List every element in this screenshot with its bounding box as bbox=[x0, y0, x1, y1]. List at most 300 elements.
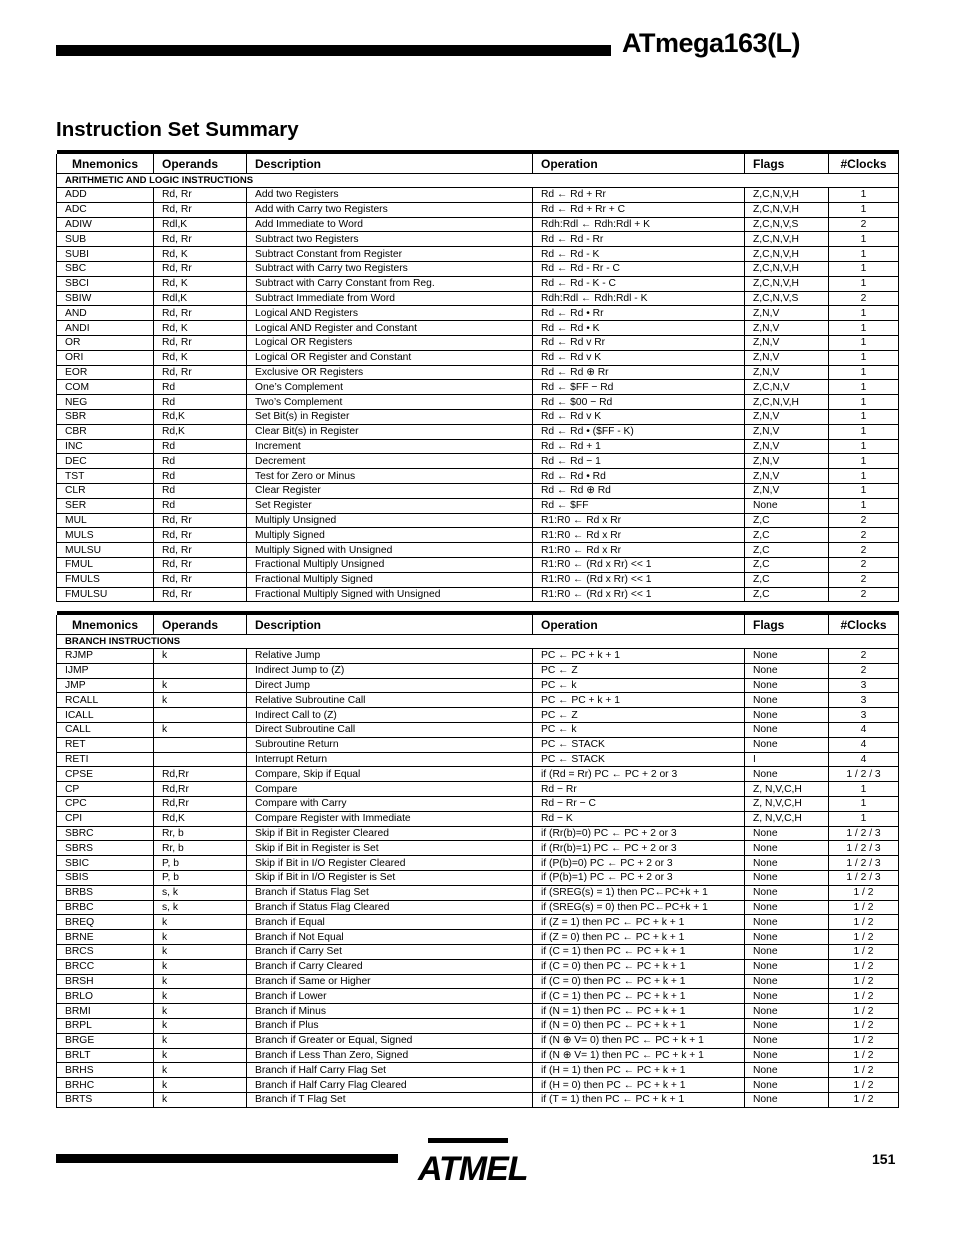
operands-cell: Rd bbox=[154, 454, 247, 469]
clocks-cell: 1 / 2 / 3 bbox=[829, 767, 899, 782]
flags-cell: None bbox=[745, 974, 829, 989]
clocks-cell: 1 / 2 bbox=[829, 1004, 899, 1019]
flags-cell: None bbox=[745, 1018, 829, 1033]
description-cell: Branch if Carry Cleared bbox=[247, 959, 533, 974]
description-cell: Fractional Multiply Signed bbox=[247, 572, 533, 587]
column-header-description: Description bbox=[247, 154, 533, 174]
operands-cell: Rd,K bbox=[154, 811, 247, 826]
clocks-cell: 1 bbox=[829, 247, 899, 262]
flags-cell: None bbox=[745, 498, 829, 513]
table-row bbox=[57, 306, 899, 321]
arithmetic-logic-table bbox=[56, 150, 898, 602]
flags-cell: Z,C,N,V,H bbox=[745, 395, 829, 410]
column-header-clocks: #Clocks bbox=[829, 615, 899, 635]
clocks-cell: 1 / 2 bbox=[829, 915, 899, 930]
operands-cell: Rdl,K bbox=[154, 217, 247, 232]
operands-cell: k bbox=[154, 693, 247, 708]
section-label: ARITHMETIC AND LOGIC INSTRUCTIONS bbox=[57, 174, 899, 188]
operands-cell: Rd, Rr bbox=[154, 557, 247, 572]
clocks-cell: 1 bbox=[829, 335, 899, 350]
column-header-description: Description bbox=[247, 615, 533, 635]
description-cell: Increment bbox=[247, 439, 533, 454]
logo-text: ATMEL bbox=[418, 1150, 528, 1188]
mnemonic-cell: BRBC bbox=[57, 900, 154, 915]
mnemonic-cell: CP bbox=[57, 782, 154, 797]
mnemonic-cell: BREQ bbox=[57, 915, 154, 930]
mnemonic-cell: MUL bbox=[57, 513, 154, 528]
flags-cell: Z,C bbox=[745, 572, 829, 587]
operation-cell: Rd ← Rd • K bbox=[533, 321, 745, 336]
table-row bbox=[57, 944, 899, 959]
flags-cell: None bbox=[745, 856, 829, 871]
description-cell: One’s Complement bbox=[247, 380, 533, 395]
description-cell: Subtract Immediate from Word bbox=[247, 291, 533, 306]
clocks-cell: 1 bbox=[829, 439, 899, 454]
table-row bbox=[57, 1063, 899, 1078]
table-row bbox=[57, 1048, 899, 1063]
operation-cell: Rd ← Rd - Rr - C bbox=[533, 261, 745, 276]
operation-cell: if (T = 1) then PC ← PC + k + 1 bbox=[533, 1092, 745, 1107]
operands-cell bbox=[154, 708, 247, 723]
flags-cell: Z,N,V bbox=[745, 350, 829, 365]
clocks-cell: 1 bbox=[829, 380, 899, 395]
description-cell: Branch if Half Carry Flag Set bbox=[247, 1063, 533, 1078]
clocks-cell: 2 bbox=[829, 572, 899, 587]
operands-cell: k bbox=[154, 1018, 247, 1033]
clocks-cell: 1 bbox=[829, 232, 899, 247]
flags-cell: None bbox=[745, 767, 829, 782]
operation-cell: if (P(b)=1) PC ← PC + 2 or 3 bbox=[533, 870, 745, 885]
flags-cell: Z,C bbox=[745, 587, 829, 602]
description-cell: Skip if Bit in I/O Register is Set bbox=[247, 870, 533, 885]
operation-cell: if (P(b)=0) PC ← PC + 2 or 3 bbox=[533, 856, 745, 871]
table-row bbox=[57, 796, 899, 811]
clocks-cell: 1 bbox=[829, 306, 899, 321]
header-rule bbox=[56, 45, 611, 56]
document-title: ATmega163(L) bbox=[622, 28, 801, 58]
operation-cell: Rd ← Rd - Rr bbox=[533, 232, 745, 247]
mnemonic-cell: NEG bbox=[57, 395, 154, 410]
description-cell: Compare, Skip if Equal bbox=[247, 767, 533, 782]
mnemonic-cell: BRLT bbox=[57, 1048, 154, 1063]
operation-cell: if (Z = 1) then PC ← PC + k + 1 bbox=[533, 915, 745, 930]
operation-cell: if (C = 1) then PC ← PC + k + 1 bbox=[533, 944, 745, 959]
clocks-cell: 1 bbox=[829, 188, 899, 203]
column-header-operation: Operation bbox=[533, 615, 745, 635]
table-row bbox=[57, 974, 899, 989]
table-row bbox=[57, 469, 899, 484]
mnemonic-cell: ADD bbox=[57, 188, 154, 203]
operation-cell: PC ← PC + k + 1 bbox=[533, 693, 745, 708]
flags-cell: None bbox=[745, 1092, 829, 1107]
description-cell: Relative Subroutine Call bbox=[247, 693, 533, 708]
clocks-cell: 1 / 2 bbox=[829, 1033, 899, 1048]
clocks-cell: 1 bbox=[829, 454, 899, 469]
operation-cell: PC ← k bbox=[533, 678, 745, 693]
clocks-cell: 1 / 2 bbox=[829, 1018, 899, 1033]
mnemonic-cell: BRGE bbox=[57, 1033, 154, 1048]
mnemonic-cell: BRCS bbox=[57, 944, 154, 959]
table-row bbox=[57, 856, 899, 871]
clocks-cell: 2 bbox=[829, 557, 899, 572]
description-cell: Subtract two Registers bbox=[247, 232, 533, 247]
table-row bbox=[57, 380, 899, 395]
operation-cell: Rd ← Rd - K - C bbox=[533, 276, 745, 291]
flags-cell: None bbox=[745, 959, 829, 974]
mnemonic-cell: ADIW bbox=[57, 217, 154, 232]
operands-cell: Rd, Rr bbox=[154, 572, 247, 587]
clocks-cell: 1 bbox=[829, 365, 899, 380]
mnemonic-cell: SUB bbox=[57, 232, 154, 247]
mnemonic-cell: SBIC bbox=[57, 856, 154, 871]
flags-cell: I bbox=[745, 752, 829, 767]
table-row bbox=[57, 826, 899, 841]
description-cell: Compare with Carry bbox=[247, 796, 533, 811]
description-cell: Compare Register with Immediate bbox=[247, 811, 533, 826]
operands-cell: k bbox=[154, 959, 247, 974]
flags-cell: Z,C,N,V,H bbox=[745, 247, 829, 262]
clocks-cell: 1 / 2 bbox=[829, 1078, 899, 1093]
clocks-cell: 1 / 2 bbox=[829, 1092, 899, 1107]
mnemonic-cell: BRSH bbox=[57, 974, 154, 989]
flags-cell: None bbox=[745, 841, 829, 856]
operation-cell: if (Z = 0) then PC ← PC + k + 1 bbox=[533, 930, 745, 945]
operation-cell: Rd ← Rd • ($FF - K) bbox=[533, 424, 745, 439]
operation-cell: PC ← STACK bbox=[533, 737, 745, 752]
operation-cell: PC ← Z bbox=[533, 708, 745, 723]
description-cell: Compare bbox=[247, 782, 533, 797]
column-header-operands: Operands bbox=[154, 154, 247, 174]
clocks-cell: 1 / 2 bbox=[829, 1063, 899, 1078]
table-row bbox=[57, 841, 899, 856]
clocks-cell: 1 / 2 bbox=[829, 1048, 899, 1063]
operation-cell: Rd ← Rd • Rr bbox=[533, 306, 745, 321]
description-cell: Branch if Lower bbox=[247, 989, 533, 1004]
table-row bbox=[57, 915, 899, 930]
operands-cell: k bbox=[154, 649, 247, 664]
flags-cell: None bbox=[745, 826, 829, 841]
description-cell: Multiply Unsigned bbox=[247, 513, 533, 528]
description-cell: Fractional Multiply Signed with Unsigned bbox=[247, 587, 533, 602]
description-cell: Skip if Bit in I/O Register Cleared bbox=[247, 856, 533, 871]
flags-cell: Z,N,V bbox=[745, 439, 829, 454]
operands-cell: k bbox=[154, 974, 247, 989]
operation-cell: Rd ← $FF bbox=[533, 498, 745, 513]
flags-cell: Z,N,V bbox=[745, 424, 829, 439]
flags-cell: None bbox=[745, 678, 829, 693]
description-cell: Logical AND Register and Constant bbox=[247, 321, 533, 336]
mnemonic-cell: CPI bbox=[57, 811, 154, 826]
operands-cell: Rd,K bbox=[154, 409, 247, 424]
table-row bbox=[57, 900, 899, 915]
description-cell: Set Register bbox=[247, 498, 533, 513]
operands-cell: Rd, Rr bbox=[154, 528, 247, 543]
mnemonic-cell: INC bbox=[57, 439, 154, 454]
flags-cell: Z,C,N,V,S bbox=[745, 217, 829, 232]
flags-cell: Z,C,N,V,H bbox=[745, 188, 829, 203]
table-row bbox=[57, 365, 899, 380]
operation-cell: if (Rd = Rr) PC ← PC + 2 or 3 bbox=[533, 767, 745, 782]
operands-cell: Rdl,K bbox=[154, 291, 247, 306]
mnemonic-cell: BRPL bbox=[57, 1018, 154, 1033]
mnemonic-cell: FMULSU bbox=[57, 587, 154, 602]
description-cell: Subtract with Carry Constant from Reg. bbox=[247, 276, 533, 291]
table-row bbox=[57, 498, 899, 513]
flags-cell: Z,C bbox=[745, 513, 829, 528]
flags-cell: None bbox=[745, 944, 829, 959]
description-cell: Logical AND Registers bbox=[247, 306, 533, 321]
mnemonic-cell: ICALL bbox=[57, 708, 154, 723]
description-cell: Direct Subroutine Call bbox=[247, 722, 533, 737]
table-row bbox=[57, 663, 899, 678]
clocks-cell: 4 bbox=[829, 752, 899, 767]
flags-cell: None bbox=[745, 930, 829, 945]
clocks-cell: 1 / 2 / 3 bbox=[829, 841, 899, 856]
clocks-cell: 2 bbox=[829, 649, 899, 664]
operands-cell: k bbox=[154, 1004, 247, 1019]
clocks-cell: 1 bbox=[829, 409, 899, 424]
clocks-cell: 2 bbox=[829, 543, 899, 558]
operands-cell: Rr, b bbox=[154, 841, 247, 856]
operands-cell: Rd, Rr bbox=[154, 261, 247, 276]
description-cell: Test for Zero or Minus bbox=[247, 469, 533, 484]
operands-cell: k bbox=[154, 678, 247, 693]
mnemonic-cell: BRMI bbox=[57, 1004, 154, 1019]
description-cell: Branch if Half Carry Flag Cleared bbox=[247, 1078, 533, 1093]
table-row bbox=[57, 247, 899, 262]
mnemonic-cell: ADC bbox=[57, 202, 154, 217]
operation-cell: if (N = 1) then PC ← PC + k + 1 bbox=[533, 1004, 745, 1019]
operation-cell: Rd − Rr bbox=[533, 782, 745, 797]
operands-cell: Rd bbox=[154, 380, 247, 395]
mnemonic-cell: BRHS bbox=[57, 1063, 154, 1078]
operands-cell: Rd, Rr bbox=[154, 513, 247, 528]
operands-cell: Rd, Rr bbox=[154, 365, 247, 380]
description-cell: Subtract with Carry two Registers bbox=[247, 261, 533, 276]
clocks-cell: 1 / 2 bbox=[829, 885, 899, 900]
operation-cell: Rd ← Rd + 1 bbox=[533, 439, 745, 454]
clocks-cell: 1 / 2 bbox=[829, 900, 899, 915]
clocks-cell: 3 bbox=[829, 678, 899, 693]
operands-cell: k bbox=[154, 722, 247, 737]
section-label: BRANCH INSTRUCTIONS bbox=[57, 635, 899, 649]
operation-cell: R1:R0 ← Rd x Rr bbox=[533, 513, 745, 528]
operands-cell: Rd,K bbox=[154, 424, 247, 439]
description-cell: Branch if Carry Set bbox=[247, 944, 533, 959]
clocks-cell: 2 bbox=[829, 291, 899, 306]
flags-cell: None bbox=[745, 989, 829, 1004]
clocks-cell: 2 bbox=[829, 663, 899, 678]
description-cell: Multiply Signed with Unsigned bbox=[247, 543, 533, 558]
operands-cell: Rd, K bbox=[154, 247, 247, 262]
description-cell: Branch if Greater or Equal, Signed bbox=[247, 1033, 533, 1048]
table-row bbox=[57, 959, 899, 974]
table-row bbox=[57, 513, 899, 528]
flags-cell: None bbox=[745, 708, 829, 723]
table-row bbox=[57, 483, 899, 498]
clocks-cell: 1 / 2 bbox=[829, 959, 899, 974]
operands-cell: Rd,Rr bbox=[154, 782, 247, 797]
flags-cell: Z,N,V bbox=[745, 454, 829, 469]
clocks-cell: 1 bbox=[829, 261, 899, 276]
operation-cell: if (SREG(s) = 0) then PC←PC+k + 1 bbox=[533, 900, 745, 915]
mnemonic-cell: AND bbox=[57, 306, 154, 321]
clocks-cell: 1 / 2 bbox=[829, 974, 899, 989]
flags-cell: Z,C,N,V,S bbox=[745, 291, 829, 306]
description-cell: Indirect Call to (Z) bbox=[247, 708, 533, 723]
mnemonic-cell: SBC bbox=[57, 261, 154, 276]
clocks-cell: 1 bbox=[829, 498, 899, 513]
clocks-cell: 3 bbox=[829, 693, 899, 708]
operands-cell: k bbox=[154, 1033, 247, 1048]
operation-cell: R1:R0 ← Rd x Rr bbox=[533, 528, 745, 543]
operands-cell: k bbox=[154, 944, 247, 959]
atmel-logo bbox=[414, 1136, 528, 1188]
operation-cell: PC ← Z bbox=[533, 663, 745, 678]
flags-cell: None bbox=[745, 1063, 829, 1078]
operands-cell: Rd, Rr bbox=[154, 232, 247, 247]
table-row bbox=[57, 543, 899, 558]
clocks-cell: 1 / 2 / 3 bbox=[829, 856, 899, 871]
operation-cell: if (C = 0) then PC ← PC + k + 1 bbox=[533, 974, 745, 989]
flags-cell: Z, N,V,C,H bbox=[745, 796, 829, 811]
description-cell: Indirect Jump to (Z) bbox=[247, 663, 533, 678]
description-cell: Branch if T Flag Set bbox=[247, 1092, 533, 1107]
description-cell: Branch if Less Than Zero, Signed bbox=[247, 1048, 533, 1063]
table-row bbox=[57, 767, 899, 782]
operation-cell: R1:R0 ← (Rd x Rr) << 1 bbox=[533, 557, 745, 572]
operands-cell: k bbox=[154, 1063, 247, 1078]
flags-cell: None bbox=[745, 649, 829, 664]
table-row bbox=[57, 587, 899, 602]
column-header-clocks: #Clocks bbox=[829, 154, 899, 174]
description-cell: Multiply Signed bbox=[247, 528, 533, 543]
mnemonic-cell: BRLO bbox=[57, 989, 154, 1004]
table-row bbox=[57, 885, 899, 900]
mnemonic-cell: SBIW bbox=[57, 291, 154, 306]
operation-cell: Rd ← Rd - K bbox=[533, 247, 745, 262]
mnemonic-cell: RET bbox=[57, 737, 154, 752]
operation-cell: Rd ← Rd v Rr bbox=[533, 335, 745, 350]
mnemonic-cell: CALL bbox=[57, 722, 154, 737]
operation-cell: Rd ← Rd − 1 bbox=[533, 454, 745, 469]
mnemonic-cell: BRNE bbox=[57, 930, 154, 945]
mnemonic-cell: COM bbox=[57, 380, 154, 395]
table-row bbox=[57, 1018, 899, 1033]
flags-cell: Z, N,V,C,H bbox=[745, 782, 829, 797]
clocks-cell: 4 bbox=[829, 737, 899, 752]
column-header-operation: Operation bbox=[533, 154, 745, 174]
mnemonic-cell: SUBI bbox=[57, 247, 154, 262]
table-row bbox=[57, 722, 899, 737]
description-cell: Branch if Equal bbox=[247, 915, 533, 930]
clocks-cell: 1 bbox=[829, 395, 899, 410]
flags-cell: None bbox=[745, 737, 829, 752]
description-cell: Clear Register bbox=[247, 483, 533, 498]
branch-table bbox=[56, 611, 898, 1108]
mnemonic-cell: ORI bbox=[57, 350, 154, 365]
clocks-cell: 3 bbox=[829, 708, 899, 723]
column-header-operands: Operands bbox=[154, 615, 247, 635]
description-cell: Exclusive OR Registers bbox=[247, 365, 533, 380]
operands-cell bbox=[154, 737, 247, 752]
description-cell: Add with Carry two Registers bbox=[247, 202, 533, 217]
operands-cell: k bbox=[154, 1078, 247, 1093]
operands-cell: Rd bbox=[154, 483, 247, 498]
flags-cell: Z,N,V bbox=[745, 365, 829, 380]
mnemonic-cell: SBCI bbox=[57, 276, 154, 291]
operands-cell: Rd, K bbox=[154, 350, 247, 365]
flags-cell: None bbox=[745, 722, 829, 737]
table-row bbox=[57, 752, 899, 767]
operation-cell: PC ← k bbox=[533, 722, 745, 737]
table-row bbox=[57, 454, 899, 469]
column-header-mnemonics: Mnemonics bbox=[57, 615, 154, 635]
clocks-cell: 2 bbox=[829, 587, 899, 602]
mnemonic-cell: RETI bbox=[57, 752, 154, 767]
operands-cell: Rd bbox=[154, 439, 247, 454]
mnemonic-cell: DEC bbox=[57, 454, 154, 469]
operands-cell: k bbox=[154, 1048, 247, 1063]
flags-cell: Z,N,V bbox=[745, 469, 829, 484]
description-cell: Set Bit(s) in Register bbox=[247, 409, 533, 424]
operation-cell: if (H = 0) then PC ← PC + k + 1 bbox=[533, 1078, 745, 1093]
description-cell: Decrement bbox=[247, 454, 533, 469]
operation-cell: PC ← PC + k + 1 bbox=[533, 649, 745, 664]
mnemonic-cell: CPC bbox=[57, 796, 154, 811]
operation-cell: Rd ← Rd + Rr + C bbox=[533, 202, 745, 217]
operation-cell: Rd ← Rd + Rr bbox=[533, 188, 745, 203]
mnemonic-cell: BRBS bbox=[57, 885, 154, 900]
table-row bbox=[57, 693, 899, 708]
flags-cell: Z,C,N,V,H bbox=[745, 202, 829, 217]
description-cell: Add Immediate to Word bbox=[247, 217, 533, 232]
operands-cell: Rd, K bbox=[154, 321, 247, 336]
mnemonic-cell: RCALL bbox=[57, 693, 154, 708]
operands-cell: k bbox=[154, 1092, 247, 1107]
flags-cell: None bbox=[745, 915, 829, 930]
operands-cell: Rd, Rr bbox=[154, 543, 247, 558]
clocks-cell: 2 bbox=[829, 528, 899, 543]
table-row bbox=[57, 321, 899, 336]
operation-cell: if (N = 0) then PC ← PC + k + 1 bbox=[533, 1018, 745, 1033]
description-cell: Branch if Not Equal bbox=[247, 930, 533, 945]
clocks-cell: 1 bbox=[829, 782, 899, 797]
operation-cell: if (C = 0) then PC ← PC + k + 1 bbox=[533, 959, 745, 974]
column-header-mnemonics: Mnemonics bbox=[57, 154, 154, 174]
flags-cell: None bbox=[745, 1033, 829, 1048]
description-cell: Add two Registers bbox=[247, 188, 533, 203]
clocks-cell: 1 bbox=[829, 796, 899, 811]
mnemonic-cell: IJMP bbox=[57, 663, 154, 678]
operands-cell bbox=[154, 752, 247, 767]
table-row bbox=[57, 1033, 899, 1048]
table-row bbox=[57, 395, 899, 410]
clocks-cell: 1 / 2 / 3 bbox=[829, 826, 899, 841]
operands-cell: Rr, b bbox=[154, 826, 247, 841]
operands-cell: k bbox=[154, 989, 247, 1004]
description-cell: Subtract Constant from Register bbox=[247, 247, 533, 262]
operation-cell: R1:R0 ← (Rd x Rr) << 1 bbox=[533, 572, 745, 587]
description-cell: Logical OR Register and Constant bbox=[247, 350, 533, 365]
operation-cell: Rd − K bbox=[533, 811, 745, 826]
operation-cell: Rd ← $FF − Rd bbox=[533, 380, 745, 395]
operands-cell: Rd,Rr bbox=[154, 796, 247, 811]
mnemonic-cell: MULSU bbox=[57, 543, 154, 558]
clocks-cell: 1 / 2 / 3 bbox=[829, 870, 899, 885]
clocks-cell: 1 bbox=[829, 202, 899, 217]
table-row bbox=[57, 870, 899, 885]
